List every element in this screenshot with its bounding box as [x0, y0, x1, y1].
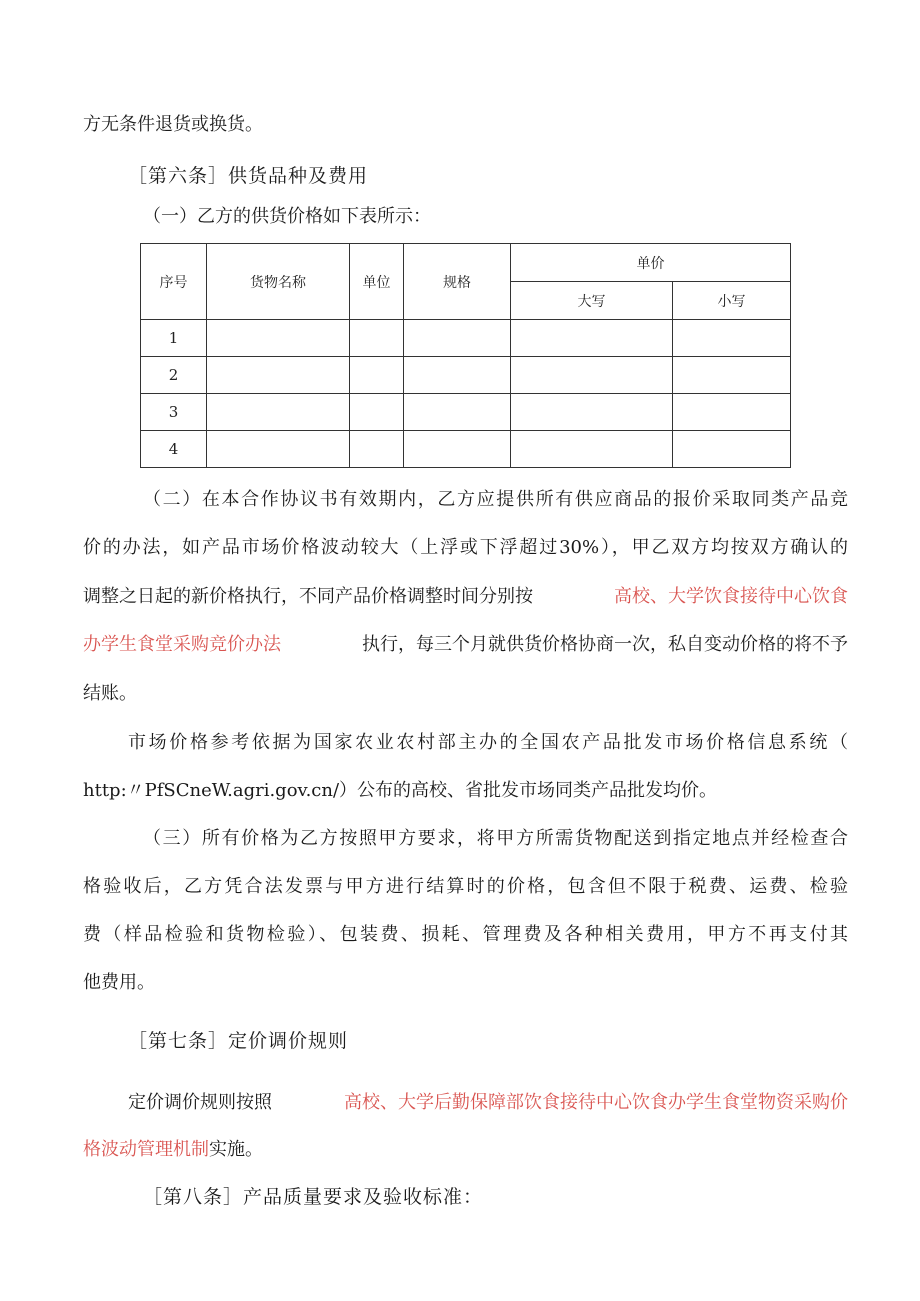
- table-row: [141, 394, 791, 431]
- cell-name: [207, 394, 350, 431]
- article7-line2-highlight: 格波动管理机制: [83, 1139, 209, 1160]
- header-unit-price: 单价: [511, 244, 791, 282]
- cell-lower: [673, 320, 791, 357]
- para2-line3: [83, 584, 848, 610]
- para2-line1: （二）在本合作协议书有效期内，乙方应提供所有供应商品的报价采取同类产品竞: [143, 489, 848, 510]
- article7-line1-text: 定价调价规则按照: [128, 1092, 272, 1113]
- cell-name: [207, 320, 350, 357]
- para3-line4: 他费用。: [83, 972, 155, 993]
- para3-line1: （三）所有价格为乙方按照甲方要求，将甲方所需货物配送到指定地点并经检查合: [143, 828, 848, 849]
- para2-line2: 价的办法，如产品市场价格波动较大（上浮或下浮超过30%），甲乙双方均按双方确认的: [83, 537, 848, 558]
- cell-upper: [511, 320, 673, 357]
- para3-line2: 格验收后，乙方凭合法发票与甲方进行结算时的价格，包含但不限于税费、运费、检验: [83, 876, 848, 897]
- header-unit: 单位: [350, 244, 404, 320]
- para3-line3: 费（样品检验和货物检验）、包装费、损耗、管理费及各种相关费用，甲方不再支付其: [83, 924, 848, 945]
- cell-spec: [404, 357, 511, 394]
- article6-heading: ［第六条］供货品种及费用: [128, 165, 369, 187]
- article7-line2-text: 实施。: [209, 1139, 263, 1160]
- header-name: 货物名称: [207, 244, 350, 320]
- cell-name: [207, 431, 350, 468]
- cell-unit: [350, 320, 404, 357]
- cell-unit: [350, 431, 404, 468]
- para2-line4-text: 执行，每三个月就供货价格协商一次，私自变动价格的将不予: [362, 634, 848, 655]
- table-row: [141, 431, 791, 468]
- article7-line1-highlight: 高校、大学后勤保障部饮食接待中心饮食办学生食堂物资采购价: [344, 1092, 848, 1113]
- header-spec: 规格: [404, 244, 511, 320]
- cell-spec: [404, 394, 511, 431]
- cell-spec: [404, 320, 511, 357]
- header-lower: 小写: [673, 282, 791, 320]
- header-upper: 大写: [511, 282, 673, 320]
- article8-heading: ［第八条］产品质量要求及验收标准：: [143, 1186, 484, 1208]
- cell-unit: [350, 394, 404, 431]
- para2-line4-highlight: 办学生食堂采购竞价办法: [83, 634, 281, 655]
- cell-lower: [673, 394, 791, 431]
- row-seq: 3: [141, 394, 207, 431]
- cell-spec: [404, 431, 511, 468]
- para2-line3-highlight: 高校、大学饮食接待中心饮食: [614, 586, 848, 607]
- article7-line1: [128, 1090, 848, 1116]
- intro-line: 方无条件退货或换货。: [83, 114, 263, 135]
- cell-lower: [673, 357, 791, 394]
- cell-unit: [350, 357, 404, 394]
- cell-name: [207, 357, 350, 394]
- cell-lower: [673, 431, 791, 468]
- para2-line5: 结账。: [83, 683, 137, 704]
- table-row: [141, 320, 791, 357]
- article6-sub1: （一）乙方的供货价格如下表所示：: [143, 206, 431, 227]
- row-seq: 4: [141, 431, 207, 468]
- para2-line4: [83, 632, 848, 658]
- ref-line1: 市场价格参考依据为国家农业农村部主办的全国农产品批发市场价格信息系统（: [128, 732, 848, 753]
- article7-heading: ［第七条］定价调价规则: [128, 1030, 349, 1052]
- para2-line3-text: 调整之日起的新价格执行，不同产品价格调整时间分别按: [83, 586, 533, 607]
- row-seq: 2: [141, 357, 207, 394]
- cell-upper: [511, 394, 673, 431]
- cell-upper: [511, 357, 673, 394]
- cell-upper: [511, 431, 673, 468]
- row-seq: 1: [141, 320, 207, 357]
- article7-line2: [83, 1137, 263, 1163]
- header-seq: 序号: [141, 244, 207, 320]
- table-row: [141, 357, 791, 394]
- ref-line2: http:〃PfSCneW.agri.gov.cn/）公布的高校、省批发市场同类产品批发均价。: [83, 780, 718, 801]
- price-table: [140, 243, 791, 468]
